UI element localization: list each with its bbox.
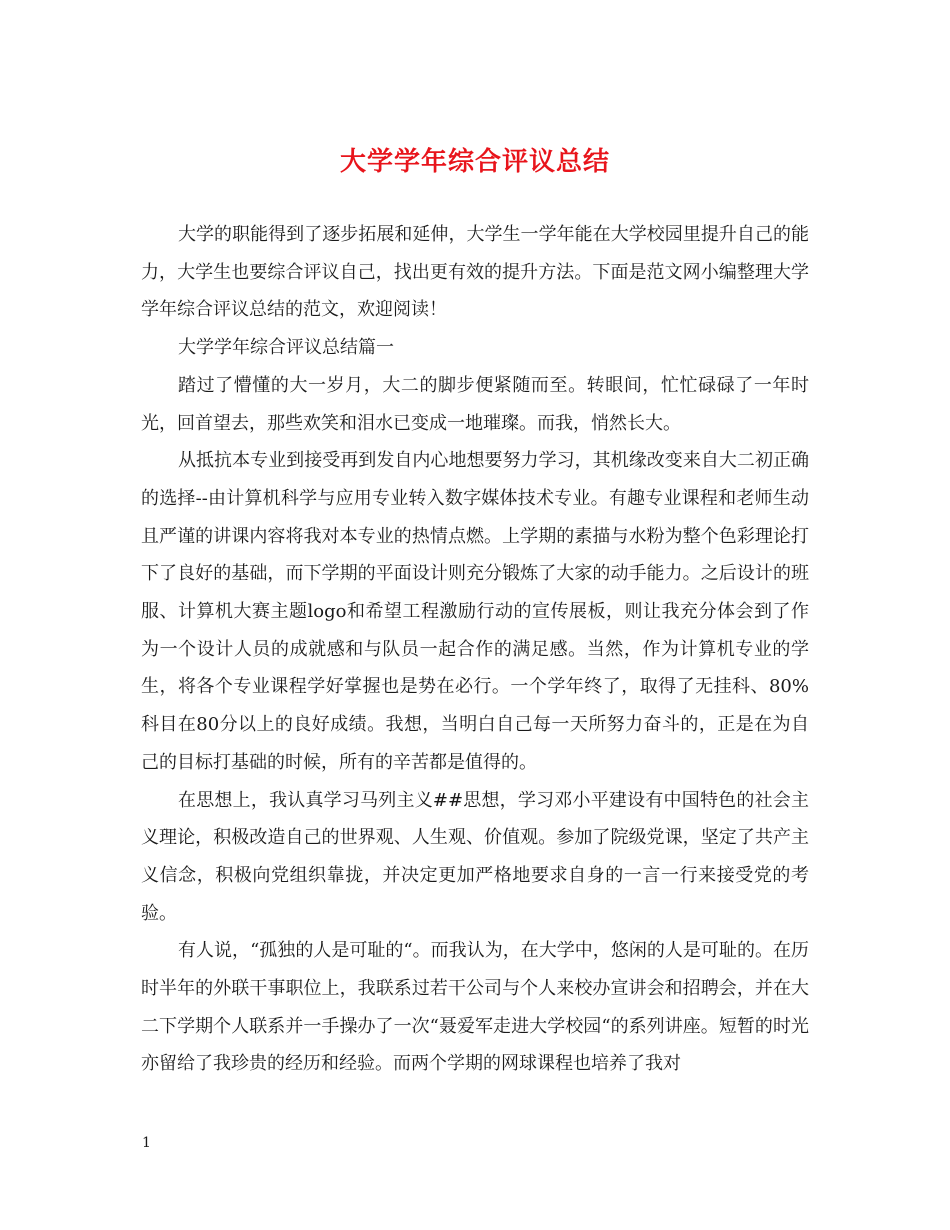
page-number: 1 xyxy=(142,1135,151,1151)
section-heading: 大学学年综合评议总结篇一 xyxy=(178,337,394,359)
paragraph-intro: 大学的职能得到了逐步拓展和延伸，大学生一学年能在大学校园里提升自己的能力，大学生也要综合评议自己，找出更有效的提升方法。下面是范文网小编整理大学学年综合评议总结的范文，欢迎阅读！ xyxy=(141,224,809,321)
document-title: 大学学年综合评议总结 xyxy=(339,147,610,177)
paragraph: 从抵抗本专业到接受再到发自内心地想要努力学习，其机缘改变来自大二初正确的选择--由计算机科学与应用专业转入数字媒体技术专业。有趣专业课程和老师生动且严谨的讲课内容将我对本专业的热情点燃。上学期的素描与水粉为整个色彩理论打下了良好的基础，而下学期的平面设计则充分锻炼了大家的动手能力。之后设计的班服、计算机大赛主题logo和希望工程激励行动的宣传展板，则让我充分体会到了作为一个设计人员的成就感和与队员一起合作的满足感。当然，作为计算机专业的学生，将各个专业课程学好掌握也是势在必行。一个学年终了，取得了无挂科、80%科目在80分以上的良好成绩。我想，当明白自己每一天所努力奋斗的，正是在为自己的目标打基础的时候，所有的辛苦都是值得的。 xyxy=(141,450,809,773)
paragraph: 踏过了懵懂的大一岁月，大二的脚步便紧随而至。转眼间，忙忙碌碌了一年时光，回首望去，那些欢笑和泪水已变成一地璀璨。而我，悄然长大。 xyxy=(141,374,809,434)
paragraph: 有人说，“孤独的人是可耻的“。而我认为，在大学中，悠闲的人是可耻的。在历时半年的外联干事职位上，我联系过若干公司与个人来校办宣讲会和招聘会，并在大二下学期个人联系并一手操办了一次“聂爱军走进大学校园“的系列讲座。短暂的时光亦留给了我珍贵的经历和经验。而两个学期的网球课程也培养了我对 xyxy=(141,940,809,1075)
paragraph: 在思想上，我认真学习马列主义##思想，学习邓小平建设有中国特色的社会主义理论，积极改造自己的世界观、人生观、价值观。参加了院级党课，坚定了共产主义信念，积极向党组织靠拢，并决定更加严格地要求自身的一言一行来接受党的考验。 xyxy=(141,789,809,924)
document-body xyxy=(141,216,809,1083)
